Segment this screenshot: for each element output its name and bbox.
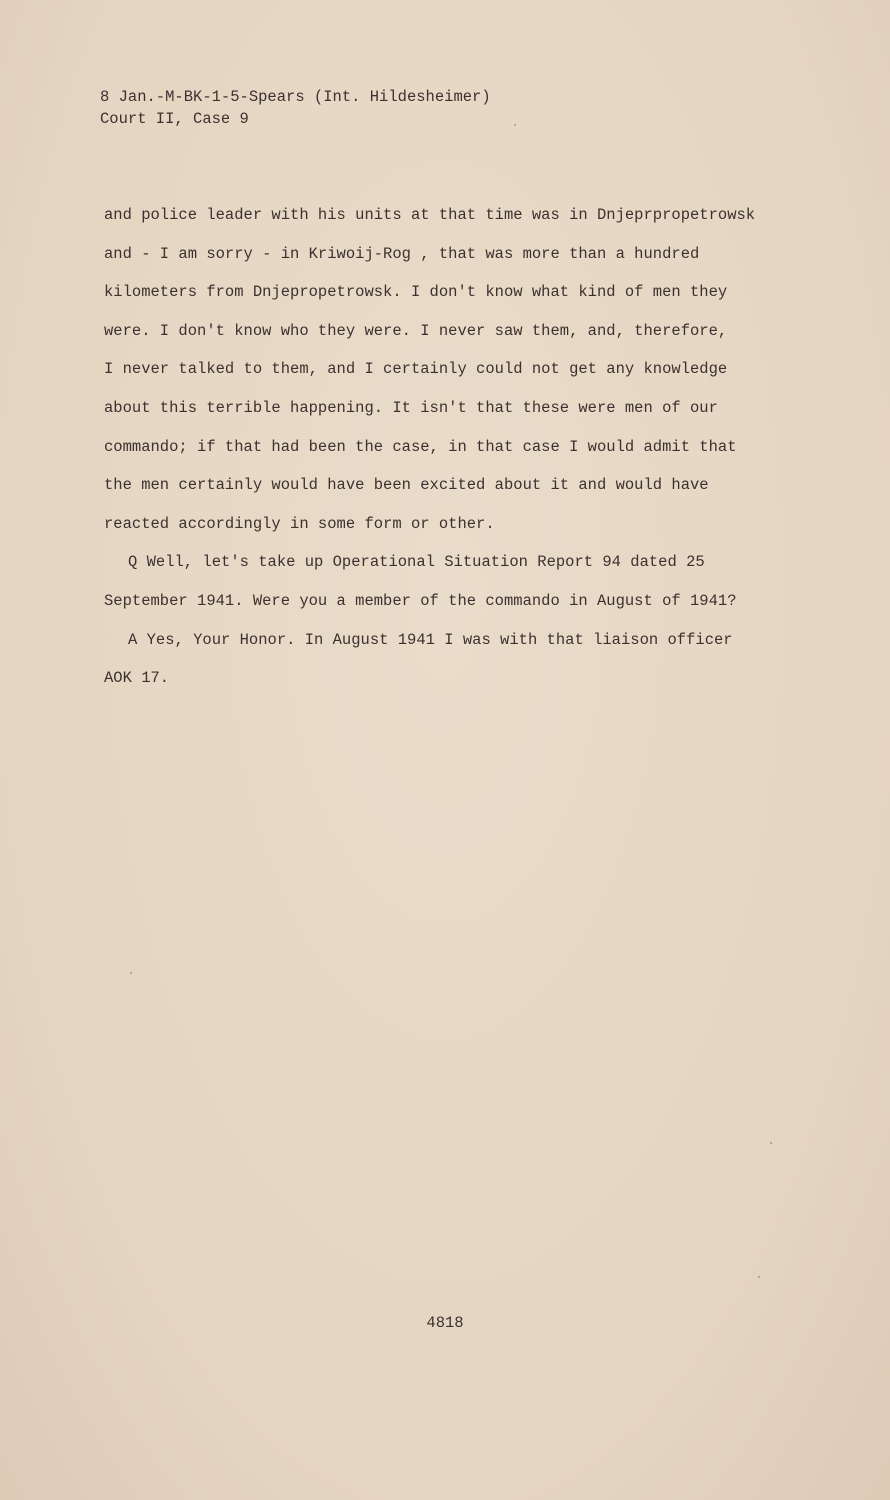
transcript-line: about this terrible happening. It isn't that these were men of our bbox=[104, 398, 718, 417]
paper-speck bbox=[758, 1276, 760, 1278]
transcript-body bbox=[104, 200, 784, 702]
transcript-line: kilometers from Dnjepropetrowsk. I don't know what kind of men they bbox=[104, 283, 728, 302]
header-reference-line: 8 Jan.-M-BK-1-5-Spears (Int. Hildesheimer) bbox=[100, 88, 491, 106]
paper-speck bbox=[770, 1142, 772, 1144]
transcript-line: the men certainly would have been excited about it and would have bbox=[104, 476, 709, 495]
paper-speck bbox=[130, 972, 132, 974]
header-court-line: Court II, Case 9 bbox=[100, 110, 249, 128]
transcript-line: I never talked to them, and I certainly could not get any knowledge bbox=[104, 360, 728, 379]
transcript-line: were. I don't know who they were. I never saw them, and, therefore, bbox=[104, 321, 728, 340]
transcript-line: AOK 17. bbox=[104, 669, 170, 688]
answer-line: A Yes, Your Honor. In August 1941 I was with that liaison officer bbox=[128, 630, 733, 649]
transcript-line: and police leader with his units at that time was in Dnjeprpropetrowsk bbox=[104, 206, 756, 224]
transcript-line: September 1941. Were you a member of the commando in August of 1941? bbox=[104, 591, 737, 610]
transcript-line: reacted accordingly in some form or other. bbox=[104, 514, 495, 533]
paper-speck bbox=[514, 124, 516, 126]
transcript-line: commando; if that had been the case, in that case I would admit that bbox=[104, 437, 737, 456]
document-header bbox=[100, 86, 491, 130]
question-line: Q Well, let's take up Operational Situation Report 94 dated 25 bbox=[128, 553, 705, 572]
page-number: 4818 bbox=[426, 1314, 464, 1332]
transcript-line: and - I am sorry - in Kriwoij-Rog , that was more than a hundred bbox=[104, 244, 700, 263]
